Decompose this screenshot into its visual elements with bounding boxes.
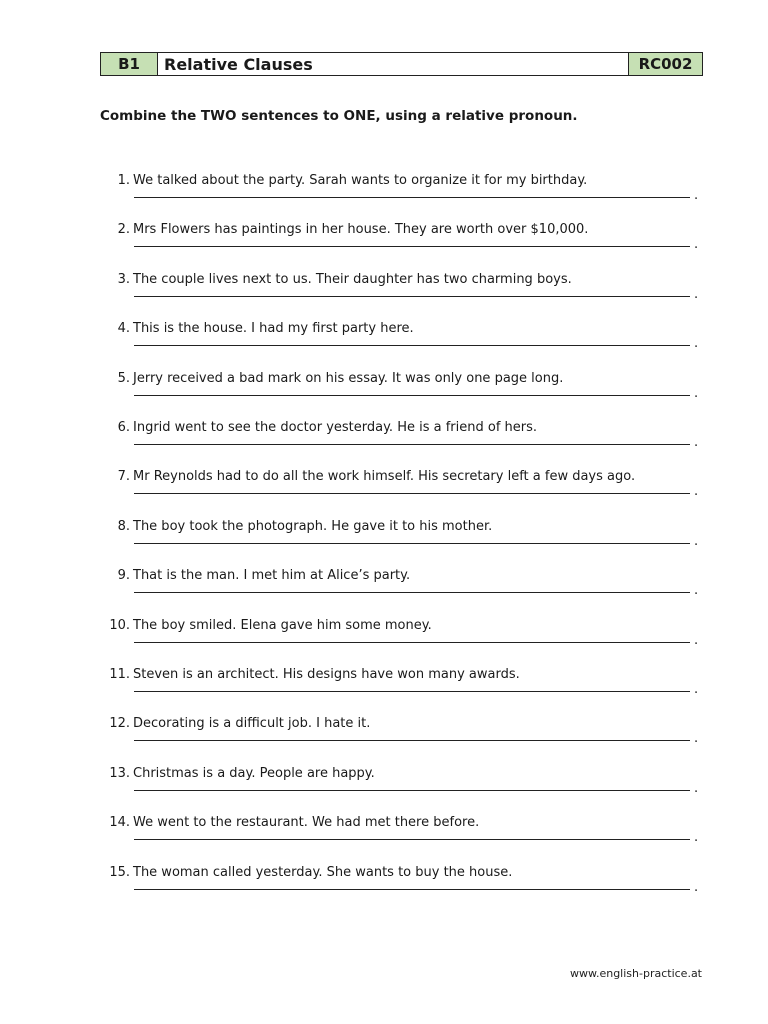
answer-period: . (694, 286, 699, 302)
worksheet-title: Relative Clauses (158, 53, 629, 75)
exercise-number: 5. (117, 370, 130, 386)
answer-period: . (694, 237, 699, 253)
answer-period: . (694, 336, 699, 352)
exercise-sentence: Mr Reynolds had to do all the work himself. His secretary left a few days ago. (133, 469, 636, 485)
answer-period: . (694, 435, 699, 450)
exercise-sentence: We went to the restaurant. We had met there before. (133, 815, 480, 831)
answer-period: . (694, 780, 699, 796)
exercise-number: 12. (109, 716, 130, 732)
answer-line[interactable] (134, 790, 690, 791)
answer-period: . (694, 682, 699, 697)
answer-line[interactable] (134, 197, 690, 198)
worksheet-header (100, 52, 703, 76)
exercise-number: 1. (117, 173, 130, 188)
answer-period: . (694, 830, 699, 846)
exercise-sentence: Ingrid went to see the doctor yesterday. He is a friend of hers. (133, 420, 538, 435)
answer-line[interactable] (134, 395, 690, 396)
exercise-sentence: Christmas is a day. People are happy. (133, 765, 375, 781)
exercise-item (100, 419, 700, 459)
answer-line[interactable] (134, 889, 690, 890)
exercise-sentence: This is the house. I had my first party here. (133, 321, 414, 337)
answer-line[interactable] (134, 444, 690, 445)
exercise-item (100, 666, 700, 706)
exercise-item (100, 271, 700, 311)
answer-line[interactable] (134, 296, 690, 297)
exercise-sentence: We talked about the party. Sarah wants to organize it for my birthday. (133, 173, 588, 188)
answer-period: . (694, 731, 699, 747)
exercise-number: 10. (109, 617, 130, 633)
exercise-number: 13. (109, 765, 130, 781)
exercise-item (100, 518, 700, 558)
answer-line[interactable] (134, 345, 690, 346)
exercise-item (100, 864, 700, 904)
answer-line[interactable] (134, 691, 690, 692)
answer-line[interactable] (134, 642, 690, 643)
exercise-item (100, 320, 700, 360)
instruction-text: Combine the TWO sentences to ONE, using a relative pronoun. (100, 108, 578, 124)
exercise-item (100, 814, 700, 854)
exercise-number: 8. (117, 518, 130, 534)
exercise-item (100, 172, 700, 212)
exercise-sentence: The boy smiled. Elena gave him some money. (133, 617, 432, 633)
exercise-item (100, 715, 700, 755)
answer-line[interactable] (134, 246, 690, 247)
answer-period: . (694, 385, 699, 401)
answer-period: . (694, 879, 699, 895)
exercise-sentence: Jerry received a bad mark on his essay. It was only one page long. (133, 370, 564, 386)
worksheet-code: RC002 (629, 53, 702, 75)
answer-line[interactable] (134, 839, 690, 840)
exercise-number: 11. (109, 667, 130, 682)
answer-period: . (694, 632, 699, 648)
exercise-item (100, 567, 700, 607)
exercise-sentence: The woman called yesterday. She wants to buy the house. (133, 864, 513, 880)
answer-period: . (694, 533, 699, 549)
exercise-item (100, 468, 700, 508)
exercise-number: 2. (117, 222, 130, 238)
exercise-item (100, 221, 700, 261)
footer-url: www.english-practice.at (569, 967, 702, 980)
answer-line[interactable] (134, 740, 690, 741)
exercise-sentence: Mrs Flowers has paintings in her house. They are worth over $10,000. (133, 222, 589, 238)
exercise-sentence: Decorating is a difficult job. I hate it. (133, 716, 371, 732)
exercise-sentence: The boy took the photograph. He gave it to his mother. (133, 518, 493, 534)
answer-line[interactable] (134, 543, 690, 544)
answer-line[interactable] (134, 592, 690, 593)
exercise-item (100, 617, 700, 657)
exercise-number: 4. (117, 321, 130, 337)
exercise-number: 3. (117, 271, 130, 287)
exercise-number: 7. (117, 469, 130, 485)
exercise-number: 15. (109, 864, 130, 880)
exercise-number: 6. (117, 420, 130, 435)
answer-period: . (694, 484, 699, 500)
answer-line[interactable] (134, 493, 690, 494)
answer-period: . (694, 583, 699, 599)
exercise-number: 14. (109, 815, 130, 831)
exercise-sentence: That is the man. I met him at Alice’s party. (133, 568, 411, 584)
exercise-sentence: The couple lives next to us. Their daughter has two charming boys. (133, 271, 572, 287)
exercise-item (100, 370, 700, 410)
level-badge: B1 (101, 53, 158, 75)
answer-period: . (694, 188, 699, 203)
exercise-item (100, 765, 700, 805)
exercise-number: 9. (117, 568, 130, 584)
exercise-sentence: Steven is an architect. His designs have won many awards. (133, 667, 520, 682)
